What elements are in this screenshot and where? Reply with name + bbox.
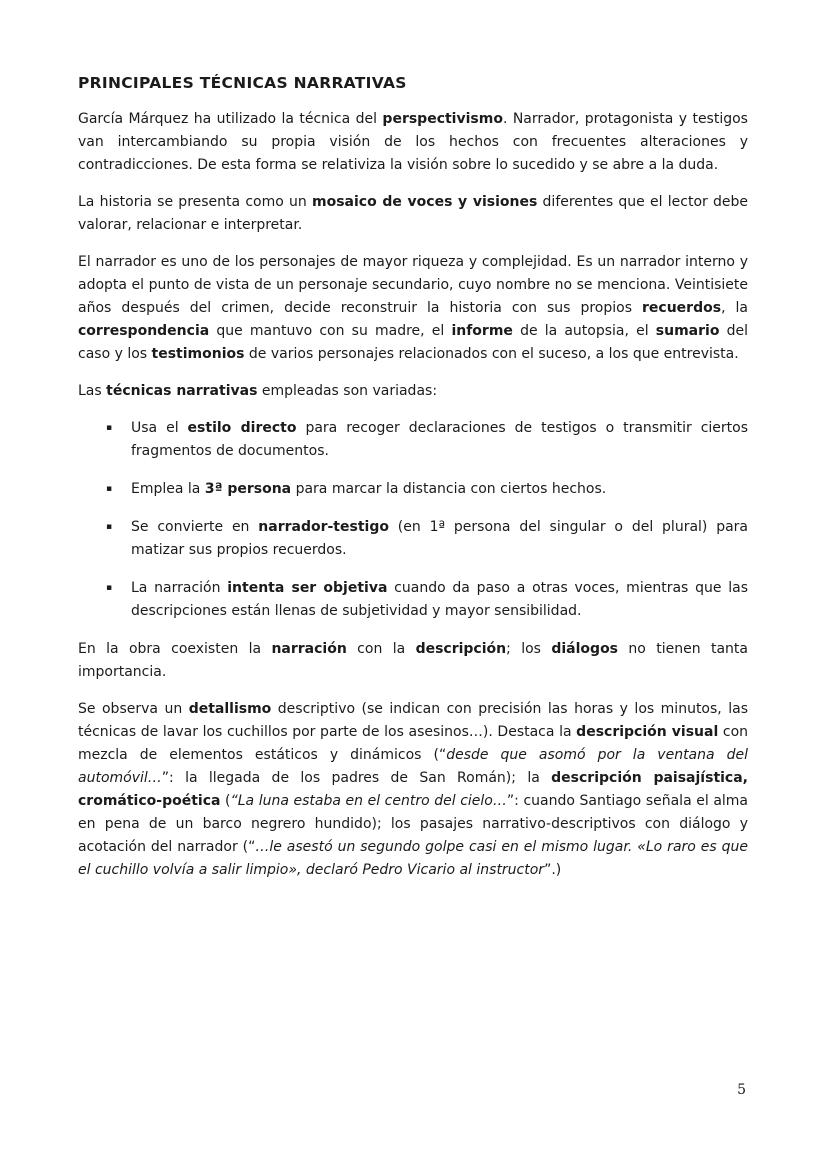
text-run: En la obra coexisten la	[78, 641, 272, 657]
text-run: 3ª persona	[204, 481, 292, 497]
text-run: de la autopsia, el	[512, 323, 656, 339]
text-run: mosaico de voces y visiones	[312, 194, 538, 210]
text-run: García Márquez ha utilizado la técnica del	[78, 111, 383, 127]
text-run: empleadas son variadas:	[257, 383, 438, 399]
text-run: ”: cuando Santiago señala el alma en pena de un barco negrero hundido); los pasajes narrativo-descriptivos con diálogo y acotación del narrador (“	[78, 793, 749, 855]
bullet-square-icon: ▪	[106, 423, 113, 433]
bullet-square-icon: ▪	[106, 484, 113, 494]
text-run: ”: la llegada de los padres de San Román); la	[161, 770, 552, 786]
text-run: “La luna estaba en el centro del cielo…	[230, 793, 507, 809]
text-run: informe	[451, 323, 513, 339]
page-number: 5	[737, 1082, 746, 1098]
text-run: ; los	[506, 641, 552, 657]
document-content	[78, 74, 748, 896]
bullet-item	[106, 417, 748, 463]
paragraph	[78, 638, 748, 684]
text-run: testimonios	[151, 346, 245, 362]
bullet-square-icon: ▪	[106, 583, 113, 593]
bullet-item	[106, 516, 748, 562]
paragraph	[78, 191, 748, 237]
text-run: técnicas narrativas	[106, 383, 258, 399]
text-run: del caso y los	[78, 323, 749, 362]
bullet-item	[106, 478, 748, 501]
text-run: , la	[721, 300, 748, 316]
text-run: Las	[78, 383, 107, 399]
text-run: Se convierte en	[131, 519, 259, 535]
text-run: correspondencia	[78, 323, 210, 339]
bullet-text	[131, 417, 748, 463]
text-run: para marcar la distancia con ciertos hechos.	[291, 481, 607, 497]
text-run: descripción	[415, 641, 507, 657]
paragraph	[78, 108, 748, 177]
text-run: estilo directo	[187, 420, 297, 436]
bullet-text	[131, 516, 748, 562]
text-run: (en 1ª persona del singular o del plural) para matizar sus propios recuerdos.	[131, 519, 749, 558]
text-run: El narrador es uno de los personajes de mayor riqueza y complejidad. Es un narrador interno y adopta el punto de vista de un personaje secundario, cuyo nombre no se menciona. Veintisiete años después del crimen, decide reconstruir la historia con sus propios	[78, 254, 748, 316]
text-run: La narración	[131, 580, 228, 596]
text-run: descriptivo (se indican con precisión las horas y los minutos, las técnicas de lavar los cuchillos por parte de los asesinos…). Destaca la	[78, 701, 748, 740]
text-run: con la	[346, 641, 416, 657]
text-run: La historia se presenta como un	[78, 194, 313, 210]
text-run: para recoger declaraciones de testigos o transmitir ciertos fragmentos de documentos.	[131, 420, 748, 459]
text-run: de varios personajes relacionados con el suceso, a los que entrevista.	[244, 346, 739, 362]
text-run: intenta ser objetiva	[227, 580, 388, 596]
text-run: Se observa un	[78, 701, 189, 717]
section-title	[78, 74, 748, 92]
text-run: PRINCIPALES TÉCNICAS NARRATIVAS	[78, 74, 407, 92]
text-run: no tienen tanta importancia.	[78, 641, 748, 680]
bullet-item	[106, 577, 748, 623]
text-run: . Narrador, protagonista y testigos van intercambiando su propia visión de los hechos con frecuentes alteraciones y contradicciones. De esta forma se relativiza la visión sobre lo sucedido y se abre a la duda.	[78, 111, 748, 173]
text-run: perspectivismo	[382, 111, 503, 127]
text-run: …le asestó un segundo golpe casi en el mismo lugar. «Lo raro es que el cuchillo volvía a salir limpio», declaró Pedro Vicario al instructor	[78, 839, 748, 878]
paragraph	[78, 380, 748, 403]
text-run: narrador-testigo	[258, 519, 389, 535]
text-run: desde que asomó por la ventana del automóvil…	[78, 747, 748, 786]
text-run: narración	[271, 641, 347, 657]
text-run: sumario	[655, 323, 720, 339]
text-run: detallismo	[188, 701, 272, 717]
paragraph	[78, 251, 748, 366]
bullet-square-icon: ▪	[106, 522, 113, 532]
text-run: que mantuvo con su madre, el	[209, 323, 452, 339]
text-run: cuando da paso a otras voces, mientras que las descripciones están llenas de subjetividad y mayor sensibilidad.	[131, 580, 748, 619]
text-run: descripción visual	[576, 724, 719, 740]
paragraph	[78, 698, 748, 882]
text-run: descripción paisajística, cromático-poética	[78, 770, 748, 809]
bullet-text	[131, 478, 748, 501]
text-run: con mezcla de elementos estáticos y dinámicos (“	[78, 724, 749, 763]
text-run: Emplea la	[131, 481, 205, 497]
text-run: (	[220, 793, 231, 809]
text-run: Usa el	[131, 420, 188, 436]
text-run: diálogos	[551, 641, 619, 657]
text-run: recuerdos	[642, 300, 722, 316]
bullet-text	[131, 577, 748, 623]
text-run: ”.)	[544, 862, 562, 878]
text-run: diferentes que el lector debe valorar, relacionar e interpretar.	[78, 194, 748, 233]
